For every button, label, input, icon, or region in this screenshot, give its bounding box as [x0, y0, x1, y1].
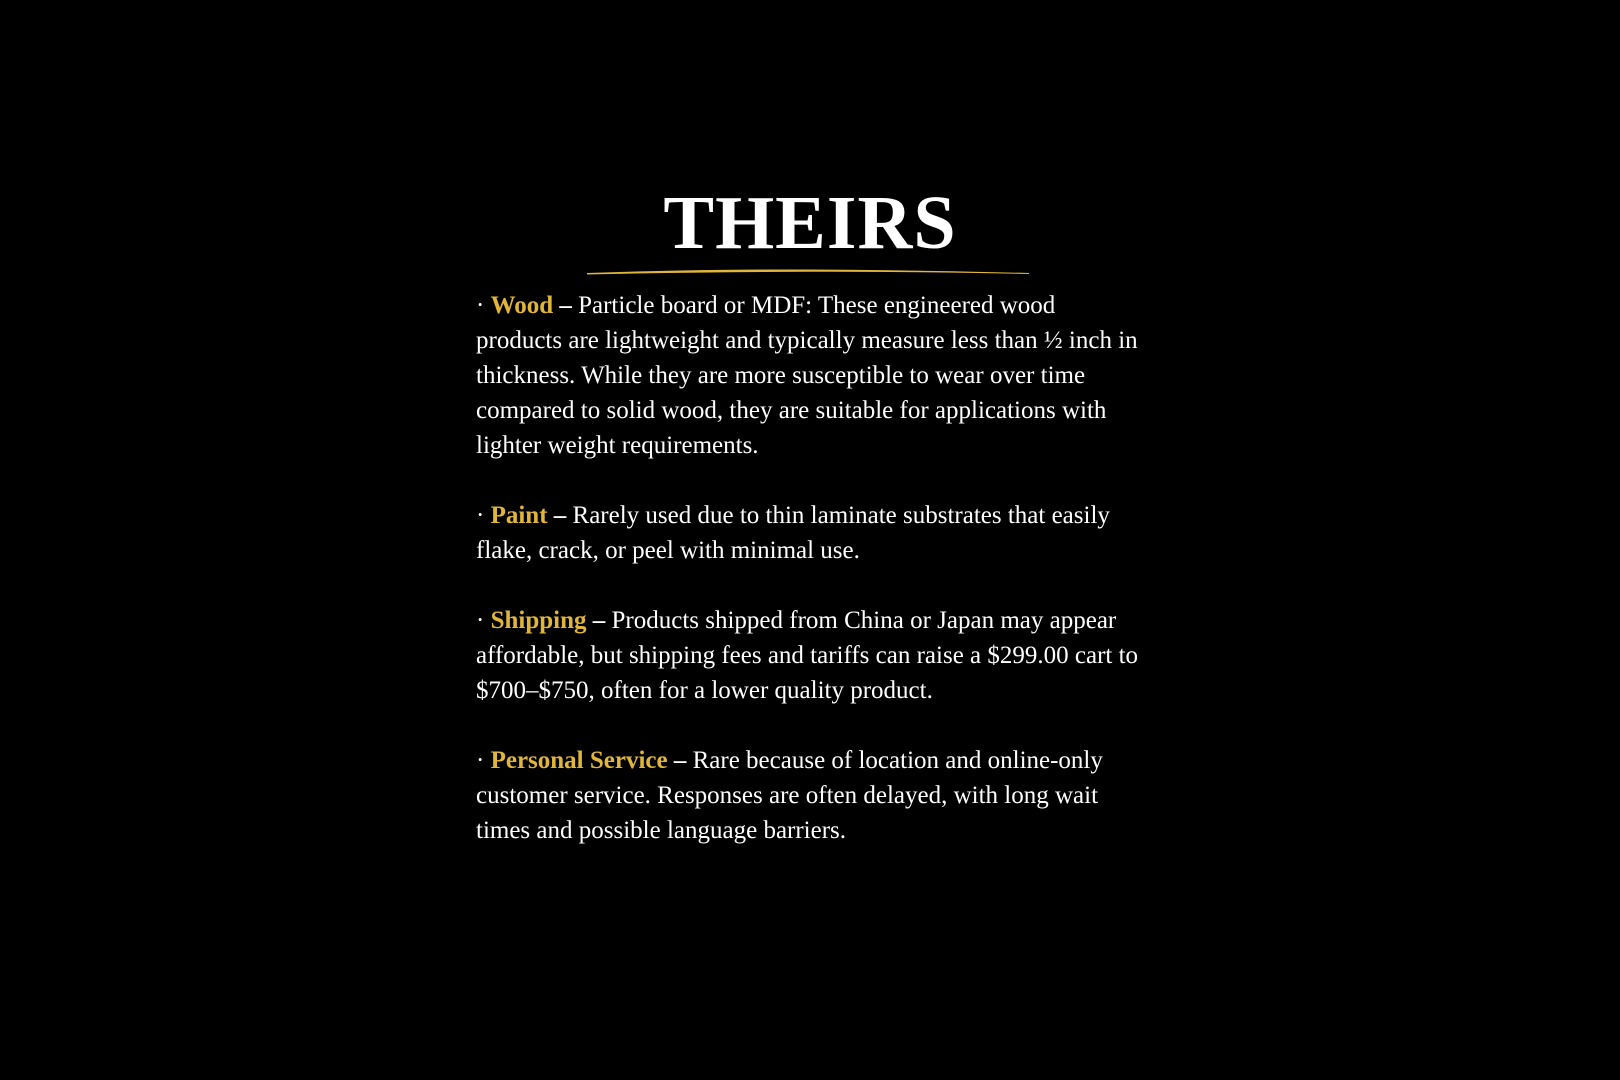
item-text: Rare because of location and online-only customer service. Responses are often delayed, with long wait times and possible language barriers. — [476, 747, 1103, 844]
item-text: Particle board or MDF: These engineered wood products are lightweight and typically measure less than ½ inch in thickness. While they are more susceptible to wear over time compared to solid wood, they are suitable for applications with lighter weight requirements. — [476, 292, 1138, 459]
list-item-shipping — [476, 603, 1144, 708]
list-item-paint — [476, 498, 1144, 568]
term-shipping: Shipping — [490, 607, 587, 634]
bullet: · — [476, 292, 485, 319]
term-paint: Paint — [490, 502, 548, 529]
comparison-list — [476, 288, 1144, 883]
term-personal-service: Personal Service — [490, 747, 668, 774]
dash: – — [673, 747, 687, 774]
item-text: Products shipped from China or Japan may appear affordable, but shipping fees and tariffs can raise a $299.00 cart to $700–$750, often for a lower quality product. — [476, 607, 1139, 704]
page-title: THEIRS — [663, 181, 957, 265]
term-wood: Wood — [490, 292, 554, 319]
list-item-personal-service — [476, 743, 1144, 848]
dash: – — [553, 502, 567, 529]
bullet: · — [476, 607, 485, 634]
bullet: · — [476, 502, 485, 529]
title-underline — [585, 266, 1031, 278]
dash: – — [559, 292, 572, 319]
dash: – — [592, 607, 606, 634]
bullet: · — [476, 747, 485, 774]
list-item-wood — [476, 288, 1144, 463]
item-text: Rarely used due to thin laminate substrates that easily flake, crack, or peel with minimal use. — [476, 502, 1110, 564]
